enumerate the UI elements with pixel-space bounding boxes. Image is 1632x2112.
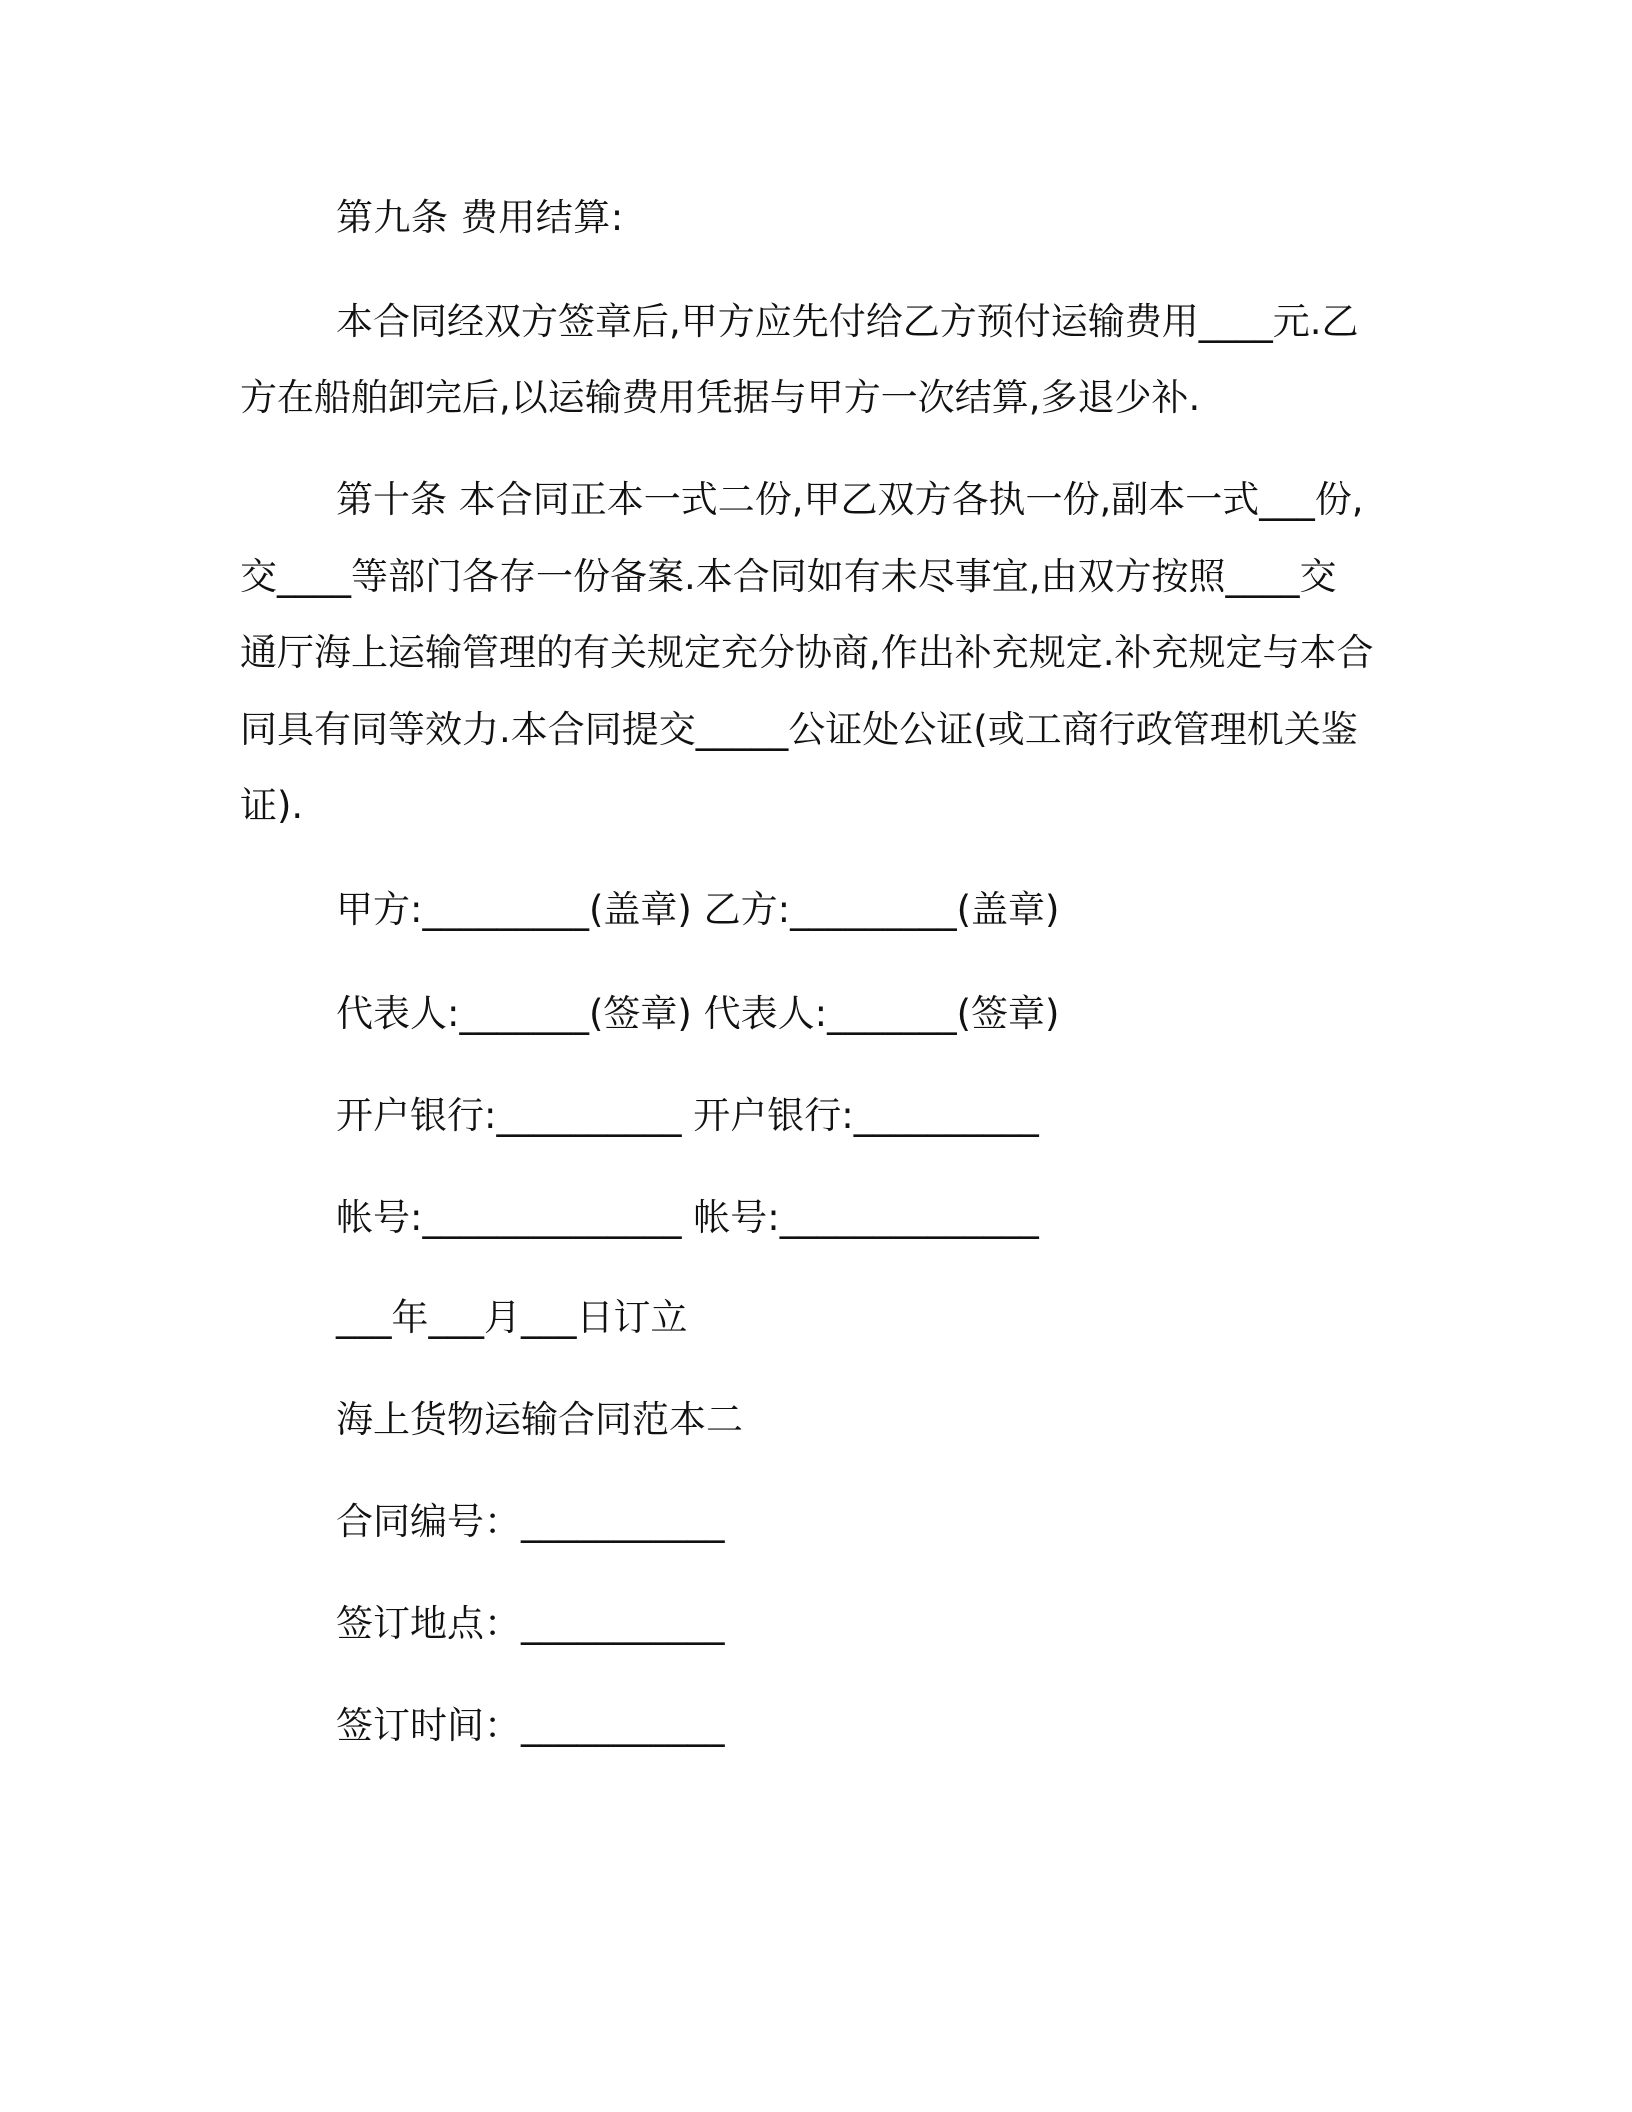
article10-line-1: 第十条 本合同正本一式二份,甲乙双方各执一份,副本一式___份, xyxy=(336,478,1364,521)
article10-line-3: 通厅海上运输管理的有关规定充分协商,作出补充规定.补充规定与本合 xyxy=(240,631,1374,674)
contract-number-line: 合同编号：___________ xyxy=(336,1500,725,1543)
signature-parties-line: 甲方:_________(盖章) 乙方:_________(盖章) xyxy=(336,888,1060,931)
article10-line-5: 证). xyxy=(240,784,304,827)
signing-date-line: ___年___月___日订立 xyxy=(336,1296,688,1339)
article10-line-2: 交____等部门各存一份备案.本合同如有未尽事宜,由双方按照____交 xyxy=(240,555,1337,598)
sign-place-line: 签订地点：___________ xyxy=(336,1602,725,1645)
article9-heading: 第九条 费用结算: xyxy=(336,196,624,239)
article9-line-2: 方在船舶卸完后,以运输费用凭据与甲方一次结算,多退少补. xyxy=(240,376,1201,419)
signature-banks-line: 开户银行:__________ 开户银行:__________ xyxy=(336,1094,1039,1137)
signature-accounts-line: 帐号:______________ 帐号:______________ xyxy=(336,1196,1039,1239)
signature-representatives-line: 代表人:_______(签章) 代表人:_______(签章) xyxy=(336,992,1060,1035)
sign-time-line: 签订时间：___________ xyxy=(336,1704,725,1747)
article9-line-1: 本合同经双方签章后,甲方应先付给乙方预付运输费用____元.乙 xyxy=(336,300,1359,343)
template2-title: 海上货物运输合同范本二 xyxy=(336,1398,743,1441)
article10-line-4: 同具有同等效力.本合同提交_____公证处公证(或工商行政管理机关鉴 xyxy=(240,708,1358,751)
